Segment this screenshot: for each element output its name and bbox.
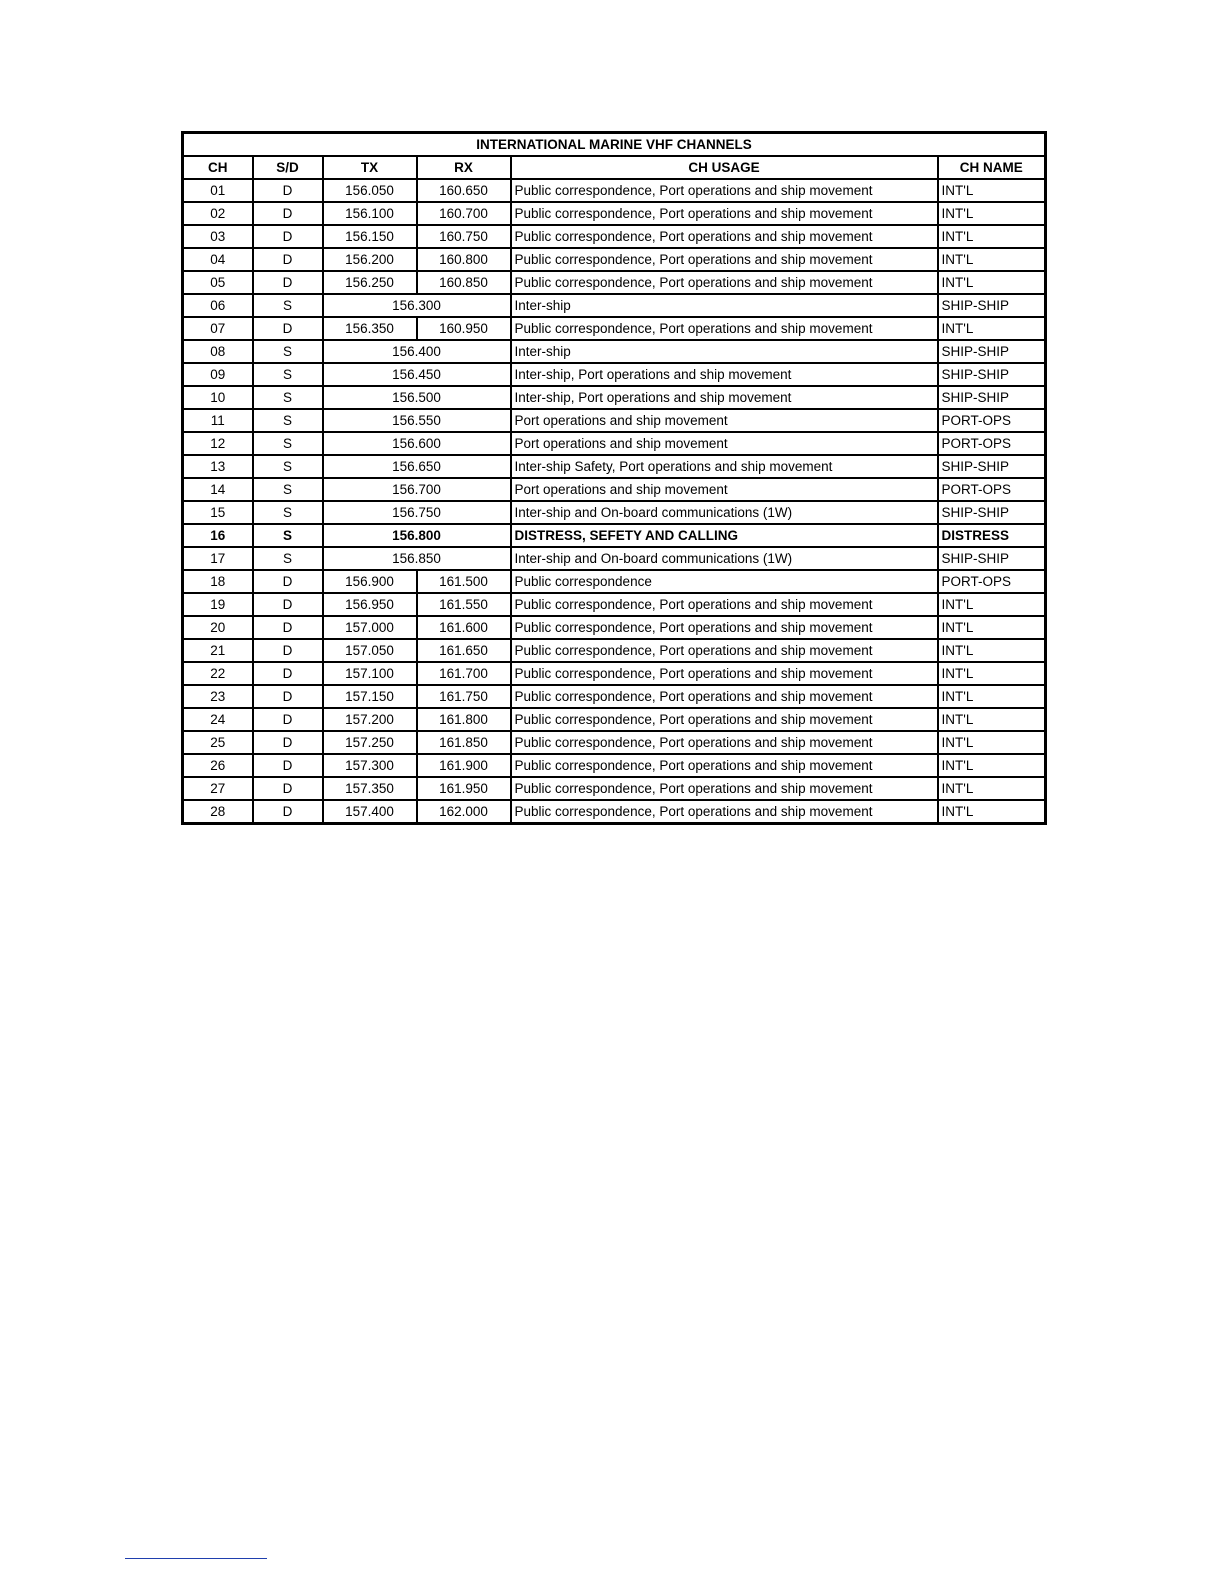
table-row (183, 409, 1046, 432)
cell-tx: 156.250 (323, 271, 417, 294)
cell-frequency: 156.700 (323, 478, 511, 501)
cell-channel-name: INT'L (938, 639, 1046, 662)
cell-channel-name: INT'L (938, 731, 1046, 754)
cell-channel-name: SHIP-SHIP (938, 386, 1046, 409)
table-row (183, 202, 1046, 225)
cell-rx: 161.950 (417, 777, 511, 800)
cell-channel-name: INT'L (938, 754, 1046, 777)
cell-channel: 21 (183, 639, 253, 662)
cell-rx: 160.700 (417, 202, 511, 225)
cell-usage: Public correspondence, Port operations and ship movement (511, 685, 938, 708)
cell-frequency: 156.800 (323, 524, 511, 547)
cell-channel: 10 (183, 386, 253, 409)
cell-channel-name: SHIP-SHIP (938, 294, 1046, 317)
table-row (183, 524, 1046, 547)
header-usage: CH USAGE (511, 156, 938, 179)
table-row (183, 754, 1046, 777)
cell-usage: Public correspondence, Port operations and ship movement (511, 777, 938, 800)
cell-channel-name: INT'L (938, 593, 1046, 616)
cell-channel: 20 (183, 616, 253, 639)
cell-channel-name: INT'L (938, 317, 1046, 340)
cell-tx: 157.100 (323, 662, 417, 685)
cell-usage: Public correspondence, Port operations and ship movement (511, 616, 938, 639)
cell-tx: 156.900 (323, 570, 417, 593)
cell-simplex-duplex: D (253, 685, 323, 708)
cell-rx: 162.000 (417, 800, 511, 824)
cell-channel-name: INT'L (938, 271, 1046, 294)
table-row (183, 386, 1046, 409)
cell-simplex-duplex: D (253, 616, 323, 639)
cell-channel-name: SHIP-SHIP (938, 455, 1046, 478)
cell-channel: 01 (183, 179, 253, 202)
cell-usage: Inter-ship, Port operations and ship movement (511, 386, 938, 409)
cell-channel-name: INT'L (938, 225, 1046, 248)
cell-simplex-duplex: D (253, 202, 323, 225)
cell-frequency: 156.450 (323, 363, 511, 386)
cell-tx: 157.000 (323, 616, 417, 639)
cell-simplex-duplex: S (253, 294, 323, 317)
table-body (183, 179, 1046, 824)
cell-channel-name: SHIP-SHIP (938, 363, 1046, 386)
cell-simplex-duplex: D (253, 639, 323, 662)
cell-channel: 11 (183, 409, 253, 432)
cell-usage: Public correspondence, Port operations and ship movement (511, 593, 938, 616)
cell-tx: 157.050 (323, 639, 417, 662)
table-row (183, 225, 1046, 248)
cell-rx: 160.650 (417, 179, 511, 202)
table-row (183, 248, 1046, 271)
cell-rx: 161.750 (417, 685, 511, 708)
cell-tx: 157.350 (323, 777, 417, 800)
cell-channel: 23 (183, 685, 253, 708)
table-row (183, 570, 1046, 593)
table-title: INTERNATIONAL MARINE VHF CHANNELS (183, 133, 1046, 157)
cell-channel-name: INT'L (938, 248, 1046, 271)
cell-channel-name: INT'L (938, 777, 1046, 800)
footnote-separator (125, 1558, 267, 1559)
cell-simplex-duplex: D (253, 271, 323, 294)
cell-channel: 19 (183, 593, 253, 616)
cell-usage: Public correspondence, Port operations and ship movement (511, 179, 938, 202)
cell-simplex-duplex: D (253, 570, 323, 593)
header-ch: CH (183, 156, 253, 179)
cell-channel: 03 (183, 225, 253, 248)
cell-usage: Public correspondence, Port operations and ship movement (511, 225, 938, 248)
cell-channel-name: INT'L (938, 202, 1046, 225)
cell-channel: 13 (183, 455, 253, 478)
cell-usage: Public correspondence, Port operations and ship movement (511, 708, 938, 731)
table-row (183, 777, 1046, 800)
cell-simplex-duplex: D (253, 179, 323, 202)
cell-simplex-duplex: S (253, 340, 323, 363)
cell-tx: 157.400 (323, 800, 417, 824)
table-row (183, 363, 1046, 386)
table-row (183, 478, 1046, 501)
table-row (183, 317, 1046, 340)
cell-frequency: 156.550 (323, 409, 511, 432)
cell-frequency: 156.750 (323, 501, 511, 524)
cell-tx: 156.350 (323, 317, 417, 340)
cell-channel-name: SHIP-SHIP (938, 501, 1046, 524)
cell-simplex-duplex: S (253, 478, 323, 501)
cell-rx: 161.800 (417, 708, 511, 731)
cell-channel: 02 (183, 202, 253, 225)
cell-frequency: 156.300 (323, 294, 511, 317)
cell-usage: Public correspondence, Port operations and ship movement (511, 662, 938, 685)
cell-simplex-duplex: D (253, 777, 323, 800)
cell-simplex-duplex: D (253, 248, 323, 271)
table-row (183, 593, 1046, 616)
cell-channel-name: SHIP-SHIP (938, 547, 1046, 570)
cell-simplex-duplex: D (253, 593, 323, 616)
cell-simplex-duplex: S (253, 386, 323, 409)
header-name: CH NAME (938, 156, 1046, 179)
cell-simplex-duplex: S (253, 363, 323, 386)
cell-tx: 156.150 (323, 225, 417, 248)
cell-frequency: 156.650 (323, 455, 511, 478)
cell-channel: 09 (183, 363, 253, 386)
cell-tx: 157.300 (323, 754, 417, 777)
cell-usage: DISTRESS, SEFETY AND CALLING (511, 524, 938, 547)
table-row (183, 271, 1046, 294)
cell-frequency: 156.600 (323, 432, 511, 455)
table-row (183, 639, 1046, 662)
cell-channel: 08 (183, 340, 253, 363)
table-row (183, 179, 1046, 202)
cell-channel-name: PORT-OPS (938, 478, 1046, 501)
table-title-row (183, 133, 1046, 157)
cell-channel: 25 (183, 731, 253, 754)
cell-simplex-duplex: S (253, 432, 323, 455)
cell-usage: Inter-ship and On-board communications (1W) (511, 501, 938, 524)
cell-channel: 28 (183, 800, 253, 824)
cell-usage: Public correspondence, Port operations and ship movement (511, 639, 938, 662)
cell-frequency: 156.400 (323, 340, 511, 363)
cell-usage: Inter-ship (511, 340, 938, 363)
header-sd: S/D (253, 156, 323, 179)
table-row (183, 547, 1046, 570)
table-row (183, 708, 1046, 731)
cell-channel-name: INT'L (938, 708, 1046, 731)
cell-channel-name: SHIP-SHIP (938, 340, 1046, 363)
cell-channel: 27 (183, 777, 253, 800)
cell-channel-name: PORT-OPS (938, 570, 1046, 593)
cell-tx: 157.150 (323, 685, 417, 708)
cell-simplex-duplex: S (253, 501, 323, 524)
cell-rx: 160.950 (417, 317, 511, 340)
cell-channel: 16 (183, 524, 253, 547)
header-rx: RX (417, 156, 511, 179)
cell-channel-name: INT'L (938, 616, 1046, 639)
cell-usage: Public correspondence (511, 570, 938, 593)
cell-simplex-duplex: D (253, 317, 323, 340)
cell-tx: 156.200 (323, 248, 417, 271)
cell-channel: 07 (183, 317, 253, 340)
cell-usage: Inter-ship and On-board communications (1W) (511, 547, 938, 570)
cell-channel-name: PORT-OPS (938, 409, 1046, 432)
table-row (183, 662, 1046, 685)
table-header-row (183, 156, 1046, 179)
cell-channel: 18 (183, 570, 253, 593)
table-row (183, 501, 1046, 524)
cell-simplex-duplex: S (253, 455, 323, 478)
cell-channel: 14 (183, 478, 253, 501)
cell-rx: 160.750 (417, 225, 511, 248)
cell-channel: 26 (183, 754, 253, 777)
cell-channel: 04 (183, 248, 253, 271)
cell-usage: Public correspondence, Port operations and ship movement (511, 731, 938, 754)
cell-usage: Public correspondence, Port operations and ship movement (511, 248, 938, 271)
table-row (183, 731, 1046, 754)
cell-simplex-duplex: S (253, 409, 323, 432)
cell-tx: 156.050 (323, 179, 417, 202)
cell-tx: 157.200 (323, 708, 417, 731)
cell-channel-name: INT'L (938, 179, 1046, 202)
cell-usage: Port operations and ship movement (511, 432, 938, 455)
cell-channel: 17 (183, 547, 253, 570)
cell-channel-name: INT'L (938, 685, 1046, 708)
cell-rx: 161.500 (417, 570, 511, 593)
cell-simplex-duplex: D (253, 754, 323, 777)
cell-tx: 156.950 (323, 593, 417, 616)
cell-usage: Port operations and ship movement (511, 478, 938, 501)
cell-channel-name: INT'L (938, 800, 1046, 824)
cell-channel: 15 (183, 501, 253, 524)
cell-channel: 24 (183, 708, 253, 731)
cell-usage: Public correspondence, Port operations and ship movement (511, 754, 938, 777)
cell-rx: 161.850 (417, 731, 511, 754)
cell-simplex-duplex: D (253, 708, 323, 731)
table-row (183, 455, 1046, 478)
cell-channel-name: INT'L (938, 662, 1046, 685)
cell-tx: 156.100 (323, 202, 417, 225)
header-tx: TX (323, 156, 417, 179)
cell-usage: Public correspondence, Port operations and ship movement (511, 317, 938, 340)
cell-simplex-duplex: D (253, 662, 323, 685)
cell-channel: 06 (183, 294, 253, 317)
cell-rx: 160.800 (417, 248, 511, 271)
cell-rx: 161.900 (417, 754, 511, 777)
cell-simplex-duplex: D (253, 800, 323, 824)
cell-frequency: 156.500 (323, 386, 511, 409)
table-row (183, 800, 1046, 824)
cell-simplex-duplex: S (253, 524, 323, 547)
table-row (183, 616, 1046, 639)
cell-channel: 05 (183, 271, 253, 294)
table-row (183, 340, 1046, 363)
cell-channel: 12 (183, 432, 253, 455)
cell-channel: 22 (183, 662, 253, 685)
table-row (183, 685, 1046, 708)
cell-channel-name: DISTRESS (938, 524, 1046, 547)
table-row (183, 294, 1046, 317)
cell-rx: 161.550 (417, 593, 511, 616)
cell-usage: Public correspondence, Port operations and ship movement (511, 271, 938, 294)
cell-simplex-duplex: D (253, 731, 323, 754)
cell-rx: 161.600 (417, 616, 511, 639)
table-row (183, 432, 1046, 455)
cell-simplex-duplex: D (253, 225, 323, 248)
cell-channel-name: PORT-OPS (938, 432, 1046, 455)
vhf-channels-table (181, 131, 1047, 825)
cell-frequency: 156.850 (323, 547, 511, 570)
cell-rx: 160.850 (417, 271, 511, 294)
cell-usage: Inter-ship, Port operations and ship movement (511, 363, 938, 386)
cell-rx: 161.700 (417, 662, 511, 685)
cell-simplex-duplex: S (253, 547, 323, 570)
cell-usage: Inter-ship (511, 294, 938, 317)
cell-rx: 161.650 (417, 639, 511, 662)
cell-usage: Public correspondence, Port operations and ship movement (511, 800, 938, 824)
cell-usage: Public correspondence, Port operations and ship movement (511, 202, 938, 225)
cell-usage: Port operations and ship movement (511, 409, 938, 432)
cell-tx: 157.250 (323, 731, 417, 754)
cell-usage: Inter-ship Safety, Port operations and ship movement (511, 455, 938, 478)
